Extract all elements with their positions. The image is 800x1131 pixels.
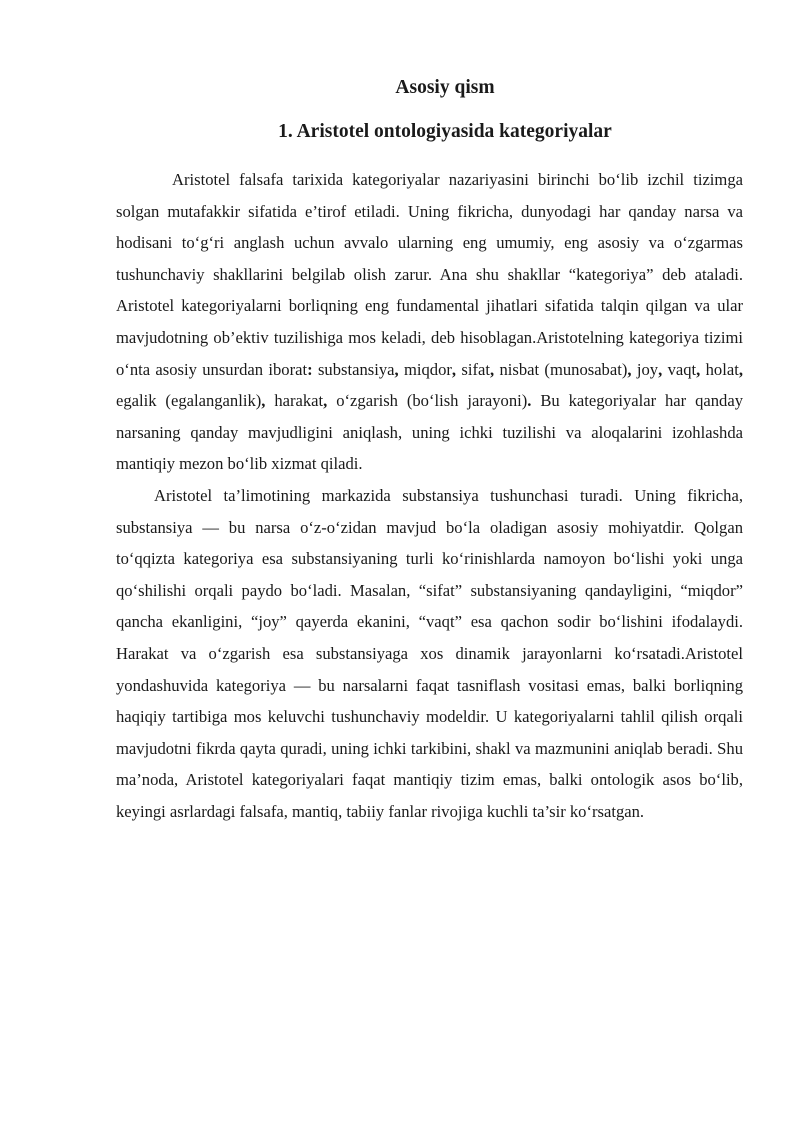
category-item: egalik (egalanganlik) [116, 391, 262, 411]
category-item: nisbat (munosabat) [499, 359, 628, 379]
category-item: harakat [274, 391, 324, 411]
chapter-title: 1. Aristotel ontologiyasida kategoriyalar [278, 121, 612, 142]
paragraph-2: Aristotel ta’limotining markazida substansiya tushunchasi turadi. Uning fikricha, substansiya — bu narsa o‘z-o‘zidan mavjud bo‘la oladigan asosiy mohiyatdir. Qolgan to‘qqizta kategoriya esa substansiyaning turli ko‘rinishlarda namoyon bo‘lishi yoki unga qo‘shilishi orqali paydo bo‘ladi. Masalan, “sifat” substansiyaning qandayligini, “miqdor” qancha ekanligini, “joy” qayerda ekanini, “vaqt” esa qachon sodir bo‘lishini ifodalaydi. Harakat va o‘zgarish esa substansiyaga xos dinamik jarayonlarni ko‘rsatadi.Aristotel yondashuvida kategoriya — bu narsalarni faqat tasniflash vositasi emas, balki borliqning haqiqiy tartibiga mos keluvchi tushunchaviy modeldir. U kategoriyalarni tahlil qilish orqali mavjudotni fikrda qayta quradi, uning ichki tarkibini, shakl va mazmunini aniqlab beradi. Shu ma’noda, Aristotel kategoriyalari faqat mantiqiy tizim emas, balki ontologik asos bo‘lib, keyingi asrlardagi falsafa, mantiq, tabiiy fanlar rivojiga kuchli ta’sir ko‘rsatgan. [116, 485, 743, 821]
list-colon: : [307, 359, 313, 379]
category-item: holat [705, 359, 739, 379]
paragraph-1-intro: Aristotel falsafa tarixida kategoriyalar nazariyasini birinchi bo‘lib izchil tizimga solgan mutafakkir sifatida e’tirof etiladi. Uning fikricha, dunyodagi har qanday narsa va hodisani to‘g‘ri anglash uchun avvalo ularning eng umumiy, eng asosiy va o‘zgarmas tushunchaviy shakllarini belgilab olish zarur. Ana shu shakllar “kategoriya” deb ataladi. Aristotel kategoriyalarni borliqning eng fundamental jihatlari sifatida talqin qilgan va ular mavjudotning ob’ektiv tuzilishiga mos keladi, deb hisoblagan.Aristotelning kategoriya tizimi o‘nta asosiy unsurdan iborat [116, 170, 743, 379]
paragraph-1: Aristotel falsafa tarixida kategoriyalar nazariyasini birinchi bo‘lib izchil tizimga solgan mutafakkir sifatida e’tirof etiladi. Uning fikricha, dunyodagi har qanday narsa va hodisani to‘g‘ri anglash uchun avvalo ularning eng umumiy, eng asosiy va o‘zgarmas tushunchaviy shakllarini belgilab olish zarur. Ana shu shakllar “kategoriya” deb ataladi. Aristotel kategoriyalarni borliqning eng fundamental jihatlari sifatida talqin qilgan va ular mavjudotning ob’ektiv tuzilishiga mos keladi, deb hisoblagan.Aristotelning kategoriya tizimi o‘nta asosiy unsurdan iborat: substansiya, miqdor, sifat, nisbat (munosabat), joy, vaqt, holat, egalik (egalanganlik), harakat, o‘zgarish (bo‘lish jarayoni). Bu kategoriyalar har qanday narsaning qanday mavjudligini aniqlash, uning ichki tuzilishi va aloqalarini izohlashda mantiqiy mezon bo‘lib xizmat qiladi. [116, 170, 744, 474]
category-item: joy [636, 359, 659, 379]
body-text [116, 164, 743, 827]
paragraph-1-conclusion: Bu kategoriyalar har qanday narsaning qanday mavjudligini aniqlash, uning ichki tuzilishi va aloqalarini izohlashda mantiqiy mezon bo‘lib xizmat qiladi. [116, 391, 744, 474]
category-item: miqdor [403, 359, 452, 379]
category-item: substansiya [317, 359, 395, 379]
category-item: o‘zgarish (bo‘lish jarayoni) [336, 391, 528, 411]
category-item: vaqt [667, 359, 697, 379]
section-title: Asosiy qism [395, 77, 495, 98]
category-item: sifat [461, 359, 490, 379]
